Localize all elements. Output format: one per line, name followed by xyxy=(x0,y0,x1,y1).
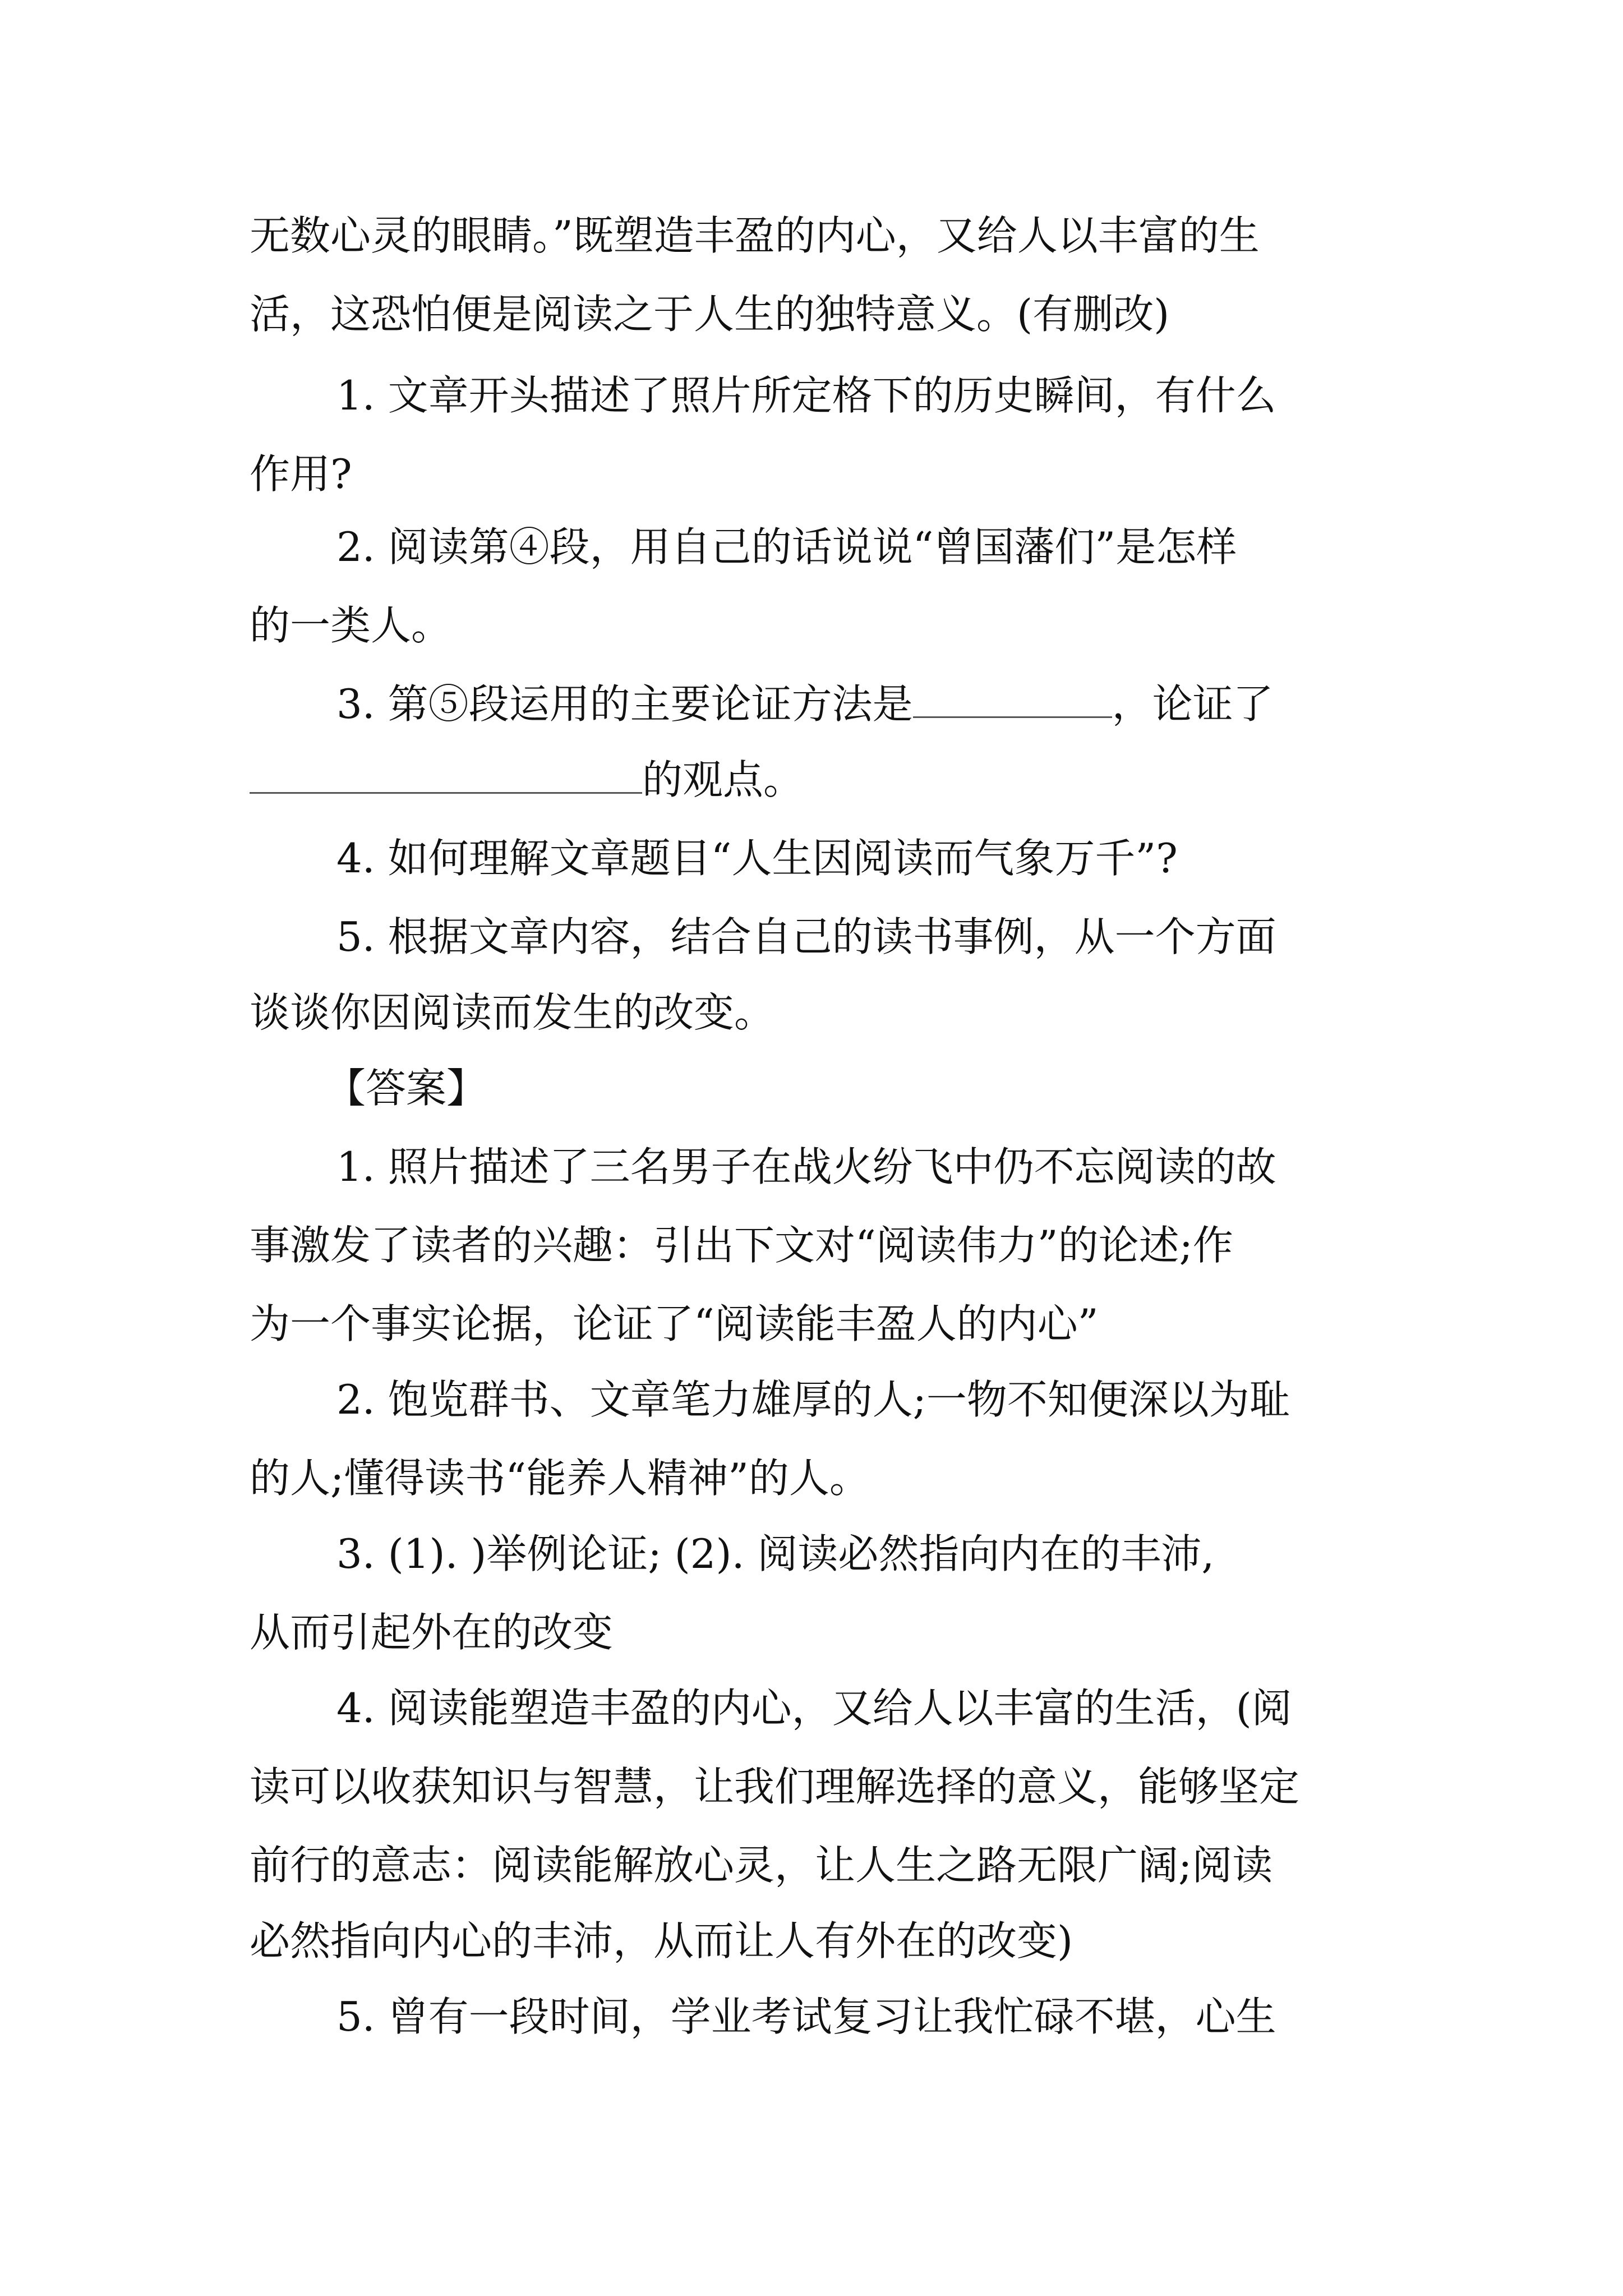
question-3 xyxy=(336,676,1274,732)
answer-4-cont: 前行的意志：阅读能解放心灵，让人生之路无限广阔;阅读 xyxy=(250,1842,1273,1889)
answer-blank-1[interactable] xyxy=(913,676,1112,718)
question-5: 5. 根据文章内容，结合自己的读书事例，从一个方面 xyxy=(336,913,1276,960)
answer-1-cont: 事激发了读者的兴趣：引出下文对“阅读伟力”的论述;作 xyxy=(250,1222,1233,1269)
answer-4-cont: 必然指向内心的丰沛，从而让人有外在的改变) xyxy=(250,1917,1073,1964)
passage-line: 活，这恐怕便是阅读之于人生的独特意义。(有删改) xyxy=(250,291,1170,338)
answer-heading: 【答案】 xyxy=(325,1065,487,1112)
question-5-cont: 谈谈你因阅读而发生的改变。 xyxy=(250,989,775,1036)
answer-blank-2[interactable] xyxy=(250,752,642,794)
answer-2: 2. 饱览群书、文章笔力雄厚的人;一物不知便深以为耻 xyxy=(336,1376,1290,1423)
question-3-text-3: 的观点。 xyxy=(642,756,804,803)
question-2-cont: 的一类人。 xyxy=(250,602,452,649)
question-1-cont: 作用? xyxy=(250,450,352,498)
answer-1: 1. 照片描述了三名男子在战火纷飞中仍不忘阅读的故 xyxy=(336,1143,1276,1190)
answer-3: 3. (1). )举例论证; (2). 阅读必然指向内在的丰沛, xyxy=(336,1530,1215,1577)
passage-line: 无数心灵的眼睛。”既塑造丰盈的内心，又给人以丰富的生 xyxy=(250,212,1260,259)
question-1: 1. 文章开头描述了照片所定格下的历史瞬间，有什么 xyxy=(336,372,1276,419)
question-3-cont xyxy=(250,752,804,808)
question-2: 2. 阅读第④段，用自己的话说说“曾国藩们”是怎样 xyxy=(336,523,1237,570)
answer-4-cont: 读可以收获知识与智慧，让我们理解选择的意义，能够坚定 xyxy=(250,1763,1300,1810)
answer-1-cont: 为一个事实论据，论证了“阅读能丰盈人的内心” xyxy=(250,1300,1099,1347)
answer-2-cont: 的人;懂得读书“能养人精神”的人。 xyxy=(250,1455,870,1502)
answer-4: 4. 阅读能塑造丰盈的内心，又给人以丰富的生活，(阅 xyxy=(336,1685,1292,1732)
question-4: 4. 如何理解文章题目“人生因阅读而气象万千”? xyxy=(336,835,1178,882)
answer-5: 5. 曾有一段时间，学业考试复习让我忙碌不堪，心生 xyxy=(336,1993,1276,2040)
answer-3-cont: 从而引起外在的改变 xyxy=(250,1609,614,1656)
question-3-text: 3. 第⑤段运用的主要论证方法是 xyxy=(336,680,913,728)
question-3-text-2: ，论证了 xyxy=(1112,680,1274,728)
